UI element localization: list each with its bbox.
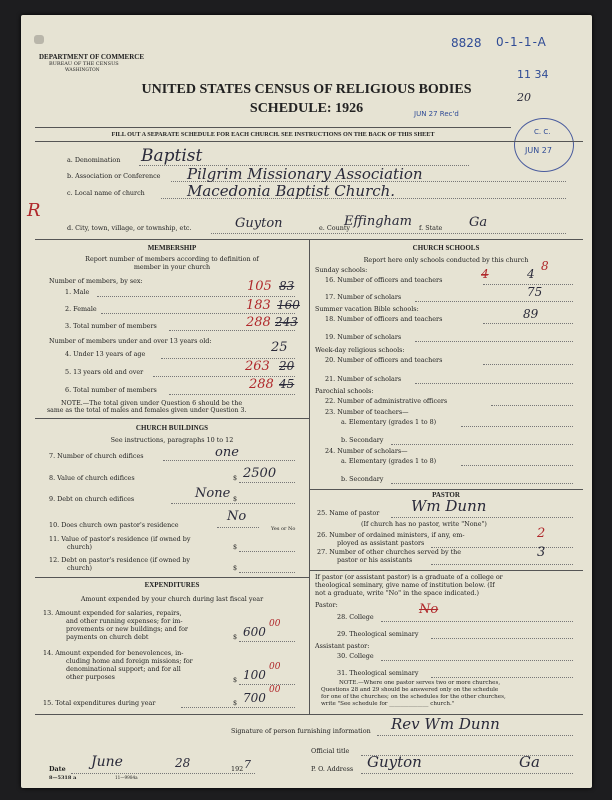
q23b-label: b. Secondary xyxy=(341,436,384,444)
pastor-note-2: Questions 28 and 29 should be answered only on the schedule xyxy=(321,687,499,693)
association-value[interactable]: Pilgrim Missionary Association xyxy=(187,165,423,183)
local-name-label: c. Local name of church xyxy=(67,189,145,197)
q9-debt-value[interactable]: None xyxy=(195,486,231,501)
cc-received-stamp xyxy=(514,118,574,172)
grad-note-3: not a graduate, write "No" in the space indicated.) xyxy=(315,589,480,597)
bureau-name: BUREAU OF THE CENSUS xyxy=(49,61,119,67)
q28-field-line xyxy=(381,621,573,622)
q30-label: 30. College xyxy=(337,652,374,660)
q12-label-1: 12. Debt on pastor's residence (if owned by xyxy=(49,556,191,564)
q13-dollar: $ xyxy=(233,633,238,641)
city-field-line xyxy=(211,233,566,234)
bureau-city: WASHINGTON xyxy=(65,68,100,73)
census-schedule-sheet xyxy=(21,15,592,788)
q28-value[interactable]: No xyxy=(419,602,439,617)
denomination-value[interactable]: Baptist xyxy=(141,146,203,166)
q14-line-2: cluding home and foreign missions; for xyxy=(66,657,193,665)
q1-field-line xyxy=(97,296,295,297)
date-field-line xyxy=(71,773,255,774)
q4-under13-value[interactable]: 25 xyxy=(271,340,288,355)
cc-stamp-line2: JUN 27 xyxy=(525,146,552,155)
q10-yes-no-hint: Yes or No xyxy=(271,526,296,532)
column-divider xyxy=(309,239,310,714)
grad-note-2: theological seminary, give name of institution below. (If xyxy=(315,581,495,589)
q13-field-line xyxy=(239,641,295,642)
q3-field-line xyxy=(169,330,295,331)
signature-label: Signature of person furnishing information xyxy=(231,727,371,735)
q24a-label: a. Elementary (grades 1 to 8) xyxy=(341,457,437,465)
q4-field-line xyxy=(161,358,295,359)
q14-line-4: other purposes xyxy=(66,673,115,681)
state-label: f. State xyxy=(419,224,443,232)
q7-edifices-value[interactable]: one xyxy=(215,445,239,460)
q15-cents: 00 xyxy=(269,685,281,695)
county-label: e. County xyxy=(319,224,350,232)
parochial-schools-label: Parochial schools: xyxy=(315,387,374,395)
q4-under13-label: 4. Under 13 years of age xyxy=(65,350,146,358)
q14-line-3: denominational support; and for all xyxy=(66,665,181,673)
q16-value[interactable]: 4 xyxy=(481,267,489,281)
q23a-label: a. Elementary (grades 1 to 8) xyxy=(341,418,437,426)
pastor-note-1: NOTE.—Where one pastor serves two or more churches, xyxy=(339,680,501,686)
schools-bottom-rule xyxy=(309,489,583,490)
q19-label: 19. Number of scholars xyxy=(325,333,402,341)
signature-value[interactable]: Rev Wm Dunn xyxy=(391,715,500,733)
official-title-label: Official title xyxy=(311,747,350,755)
q16-extra: 8 xyxy=(541,259,549,273)
q18-value[interactable]: 89 xyxy=(523,307,539,321)
department-name: DEPARTMENT OF COMMERCE xyxy=(39,53,145,61)
membership-note-1: NOTE.—The total given under Question 6 should be the xyxy=(61,399,243,407)
q12-dollar: $ xyxy=(233,564,238,572)
q8-value-amount[interactable]: 2500 xyxy=(243,466,277,481)
summer-schools-label: Summer vacation Bible schools: xyxy=(315,305,419,313)
pastor-grad-rule xyxy=(309,570,583,571)
form-title: UNITED STATES CENSUS OF RELIGIOUS BODIES xyxy=(141,82,472,97)
q28-label: 28. College xyxy=(337,613,374,621)
q15-field-line xyxy=(181,707,295,708)
cc-stamp-line1: C. C. xyxy=(534,128,551,136)
q13-line-2: and other running expenses; for im- xyxy=(66,617,183,625)
po-address-state[interactable]: Ga xyxy=(519,753,540,771)
q23a-field-line xyxy=(461,426,573,427)
assistant-pastor-subheading: Assistant pastor: xyxy=(315,642,370,650)
q24-label: 24. Number of scholars— xyxy=(325,447,408,455)
q2-female-original: 160 xyxy=(277,298,300,312)
q10-residence-label: 10. Does church own pastor's residence xyxy=(49,521,179,529)
date-label: Date xyxy=(49,765,66,773)
membership-note-2: same as the total of males and females given under Question 3. xyxy=(47,407,247,414)
q19-field-line xyxy=(415,341,573,342)
q6-field-line xyxy=(169,394,295,395)
q26-label-1: 26. Number of ordained ministers, if any, em- xyxy=(317,531,465,539)
q7-field-line xyxy=(163,460,295,461)
membership-bottom-rule xyxy=(35,418,309,419)
q14-amount[interactable]: 100 xyxy=(243,668,266,682)
q11-label-2: church) xyxy=(67,543,93,551)
q16-value-revised: 4 xyxy=(527,267,535,281)
q9-debt-label: 9. Debt on church edifices xyxy=(49,495,135,503)
schools-heading: CHURCH SCHOOLS xyxy=(412,244,480,252)
date-year[interactable]: 7 xyxy=(244,758,251,771)
q10-field-line xyxy=(217,527,259,528)
q5-over13-value[interactable]: 263 xyxy=(245,359,270,374)
q27-value[interactable]: 3 xyxy=(537,545,546,560)
q31-label: 31. Theological seminary xyxy=(337,669,419,677)
q31-field-line xyxy=(431,677,573,678)
date-month[interactable]: June xyxy=(91,754,123,770)
q1-male-label: 1. Male xyxy=(65,288,90,296)
expenditures-intro: Amount expended by your church during last fiscal year xyxy=(80,595,264,603)
q14-dollar: $ xyxy=(233,676,238,684)
expenditures-heading: EXPENDITURES xyxy=(144,581,200,589)
received-stamp: JUN 27 Rec'd xyxy=(414,110,459,118)
code-right: 11 34 xyxy=(517,68,549,81)
q2-female-value[interactable]: 183 xyxy=(246,298,271,313)
pastor-subheading: Pastor: xyxy=(315,601,338,609)
q27-label-1: 27. Number of other churches served by the xyxy=(317,548,462,556)
county-value[interactable]: Effingham xyxy=(344,214,413,229)
members-by-age-label: Number of members under and over 13 years old: xyxy=(49,337,212,345)
q9-dollar: $ xyxy=(233,495,238,503)
po-address-field-line xyxy=(361,773,573,774)
q12-field-line xyxy=(239,572,295,573)
q6-total-label: 6. Total number of members xyxy=(65,386,157,394)
q26-label-2: ployed as assistant pastors xyxy=(337,539,425,547)
q11-field-line xyxy=(239,551,295,552)
q12-label-2: church) xyxy=(67,564,93,572)
city-label: d. City, town, village, or township, etc. xyxy=(67,224,192,232)
q22-label: 22. Number of administrative officers xyxy=(325,397,448,405)
q13-line-3: provements or new buildings; and for xyxy=(66,625,188,633)
weekday-schools-label: Week-day religious schools: xyxy=(315,346,405,354)
date-day[interactable]: 28 xyxy=(175,756,191,770)
q22-field-line xyxy=(491,405,573,406)
q5-over13-label: 5. 13 years old and over xyxy=(65,368,144,376)
q14-line-1: 14. Amount expended for benevolences, in- xyxy=(43,649,184,657)
city-value[interactable]: Guyton xyxy=(235,216,283,231)
q17-field-line xyxy=(415,301,573,302)
q17-value[interactable]: 75 xyxy=(527,285,543,299)
q17-label: 17. Number of scholars xyxy=(325,293,402,301)
q13-amount[interactable]: 600 xyxy=(243,625,266,639)
q21-field-line xyxy=(415,383,573,384)
q2-female-label: 2. Female xyxy=(65,305,97,313)
q7-edifices-label: 7. Number of church edifices xyxy=(49,452,144,460)
q23b-field-line xyxy=(391,444,573,445)
q21-label: 21. Number of scholars xyxy=(325,375,402,383)
q24b-label: b. Secondary xyxy=(341,475,384,483)
membership-intro-2: member in your church xyxy=(133,263,211,271)
q27-label-2: pastor or his assistants xyxy=(337,556,413,564)
instructions-top-rule xyxy=(35,127,511,128)
q25-pastor-name[interactable]: Wm Dunn xyxy=(411,497,487,515)
q5-over13-original: 20 xyxy=(279,359,295,373)
q11-dollar: $ xyxy=(233,543,238,551)
po-address-city[interactable]: Guyton xyxy=(367,753,422,771)
q16-label: 16. Number of officers and teachers xyxy=(325,276,443,284)
q8-value-label: 8. Value of church edifices xyxy=(49,474,135,482)
q13-line-4: payments on church debt xyxy=(66,633,149,641)
date-year-prefix: 192 xyxy=(231,765,244,773)
q15-amount[interactable]: 700 xyxy=(243,691,266,705)
instructions-banner: FILL OUT A SEPARATE SCHEDULE FOR EACH CHURCH. SEE INSTRUCTIONS ON THE BACK OF THIS SHEET xyxy=(111,131,435,138)
q8-field-line xyxy=(239,482,295,483)
sunday-schools-label: Sunday schools: xyxy=(315,266,368,274)
form-code: 11—9984a xyxy=(115,775,138,780)
q20-field-line xyxy=(483,364,573,365)
q11-label-1: 11. Value of pastor's residence (if owned by xyxy=(49,535,191,543)
q26-value[interactable]: 2 xyxy=(537,526,546,541)
q29-field-line xyxy=(431,638,573,639)
stamp-code: 0-1-1-A xyxy=(496,35,547,49)
q24a-field-line xyxy=(461,465,573,466)
q3-total-label: 3. Total number of members xyxy=(65,322,157,330)
margin-mark-r: R xyxy=(27,200,41,221)
q2-field-line xyxy=(101,313,295,314)
schedule-year: SCHEDULE: 1926 xyxy=(249,101,364,116)
q18-field-line xyxy=(483,323,573,324)
q1-male-value[interactable]: 105 xyxy=(247,279,272,294)
q15-dollar: $ xyxy=(233,699,238,707)
q1-male-original: 83 xyxy=(279,279,295,293)
q30-field-line xyxy=(381,660,573,661)
association-label: b. Association or Conference xyxy=(67,172,161,180)
instructions-bottom-rule xyxy=(35,141,583,142)
q25-field-line xyxy=(391,517,573,518)
schools-intro: Report here only schools conducted by this church xyxy=(363,256,529,264)
stamp-number: 8828 xyxy=(451,36,482,50)
q8-dollar: $ xyxy=(233,474,238,482)
q3-total-value[interactable]: 288 xyxy=(246,315,271,330)
q14-field-line xyxy=(239,684,295,685)
membership-heading: MEMBERSHIP xyxy=(147,244,197,252)
q20-label: 20. Number of officers and teachers xyxy=(325,356,443,364)
q25-label: 25. Name of pastor xyxy=(317,509,380,517)
q25-hint: (If church has no pastor, write "None") xyxy=(361,520,487,528)
members-by-sex-label: Number of members, by sex: xyxy=(49,277,143,285)
state-value[interactable]: Ga xyxy=(469,215,488,230)
q6-total-value[interactable]: 288 xyxy=(249,377,274,392)
q27-field-line xyxy=(431,564,573,565)
q6-total-original: 45 xyxy=(279,377,295,391)
q10-residence-value[interactable]: No xyxy=(227,509,247,524)
q29-label: 29. Theological seminary xyxy=(337,630,419,638)
handwritten-code-20: 20 xyxy=(517,91,531,104)
q18-label: 18. Number of officers and teachers xyxy=(325,315,443,323)
q3-total-original: 243 xyxy=(275,315,298,329)
po-address-label: P. O. Address xyxy=(311,765,354,773)
local-name-value[interactable]: Macedonia Baptist Church. xyxy=(187,182,396,200)
sections-bottom-rule xyxy=(35,714,583,715)
q15-total-label: 15. Total expenditures during year xyxy=(43,699,156,707)
pastor-note-4: write "See schedule for ______________ church." xyxy=(321,701,455,707)
buildings-bottom-rule xyxy=(35,577,309,578)
paper-hole-mark xyxy=(34,35,44,44)
q14-cents: 00 xyxy=(269,662,281,672)
q24b-field-line xyxy=(391,483,573,484)
buildings-instructions: See instructions, paragraphs 10 to 12 xyxy=(110,436,234,444)
q23-label: 23. Number of teachers— xyxy=(325,408,409,416)
buildings-heading: CHURCH BUILDINGS xyxy=(135,424,209,432)
grad-note-1: If pastor (or assistant pastor) is a graduate of a college or xyxy=(315,573,503,581)
form-number: 8—5318 a xyxy=(49,775,77,781)
q13-line-1: 13. Amount expended for salaries, repairs, xyxy=(43,609,182,617)
pastor-note-3: for one of the churches; on the schedules for the other churches, xyxy=(321,694,506,700)
pastor-heading: PASTOR xyxy=(432,491,460,499)
q13-cents: 00 xyxy=(269,619,281,629)
denomination-label: a. Denomination xyxy=(67,156,121,164)
membership-intro-1: Report number of members according to definition of xyxy=(85,255,259,263)
q9-field-line xyxy=(171,503,295,504)
signature-field-line xyxy=(377,735,573,736)
